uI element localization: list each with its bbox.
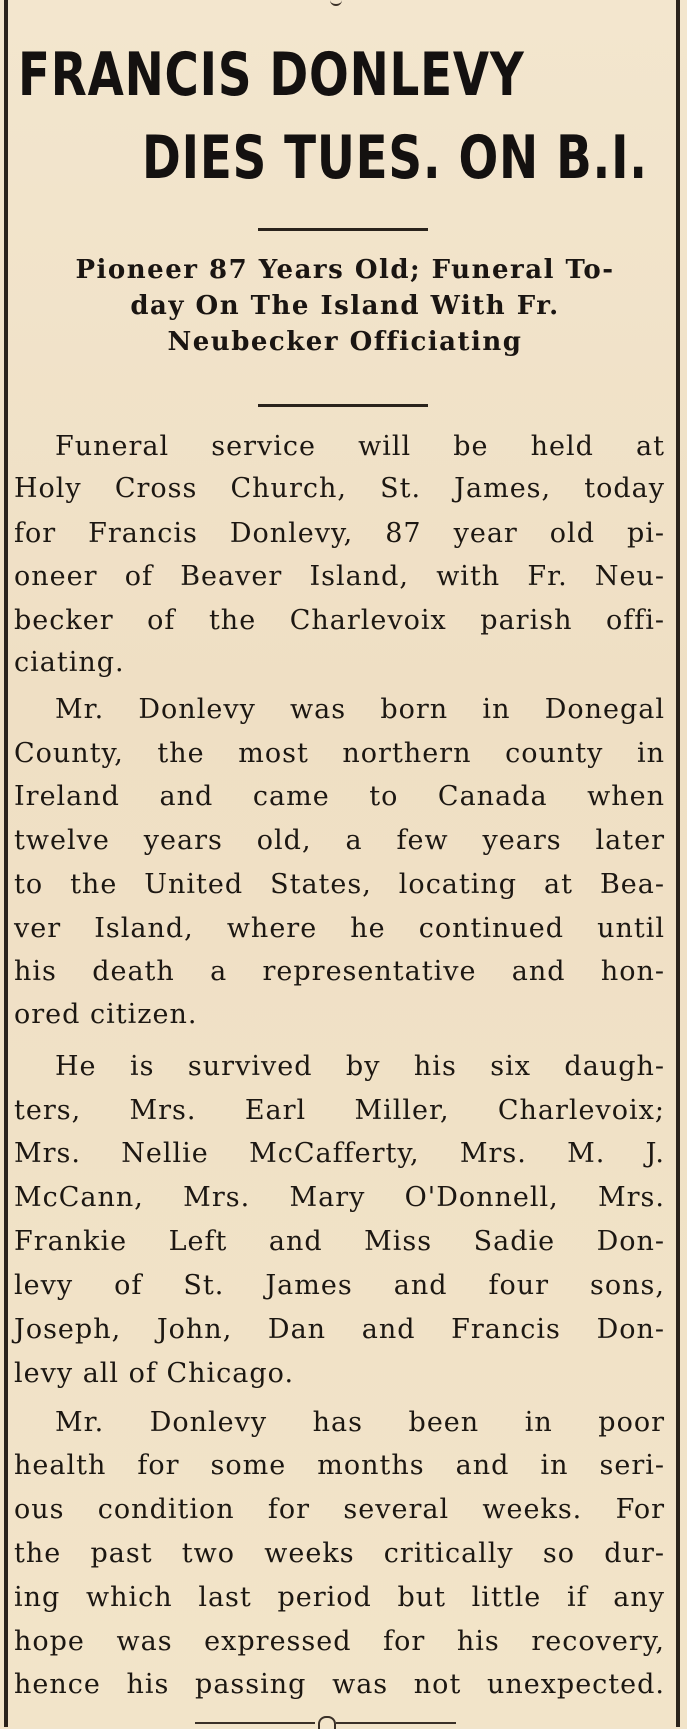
headline-line-1: FRANCIS DONLEVY [18, 40, 525, 110]
headline-divider [258, 228, 428, 231]
body-line: ciating. [14, 647, 125, 678]
body-line: ing which last period but little if any [14, 1582, 665, 1613]
bottom-divider-left [195, 1722, 315, 1724]
body-line: Mrs. Nellie McCafferty, Mrs. M. J. [14, 1138, 665, 1169]
body-line: his death a representative and hon- [14, 956, 665, 987]
body-line: for Francis Donlevy, 87 year old pi- [14, 518, 665, 549]
body-line: Mr. Donlevy was born in Donegal [55, 694, 665, 725]
body-line: He is survived by his six daugh- [55, 1051, 665, 1082]
subhead-divider [258, 404, 428, 407]
body-line: Holy Cross Church, St. James, today [14, 473, 665, 504]
body-line: levy of St. James and four sons, [14, 1270, 665, 1301]
body-line: twelve years old, a few years later [14, 825, 665, 856]
body-line: Funeral service will be held at [55, 431, 665, 462]
body-line: County, the most northern county in [14, 738, 665, 769]
body-line: hope was expressed for his recovery, [14, 1626, 665, 1657]
body-line: ters, Mrs. Earl Miller, Charlevoix; [14, 1095, 665, 1126]
body-line: to the United States, locating at Bea- [14, 869, 665, 900]
body-line: Frankie Left and Miss Sadie Don- [14, 1226, 665, 1257]
body-line: hence his passing was not unexpected. [14, 1669, 665, 1700]
body-line: the past two weeks critically so dur- [14, 1538, 665, 1569]
subheadline: Pioneer 87 Years Old; Funeral To- day On The Island With Fr. Neubecker Officiating [75, 255, 615, 357]
body-line: oneer of Beaver Island, with Fr. Neu- [14, 561, 665, 592]
body-line: becker of the Charlevoix parish offi- [14, 605, 665, 636]
body-line: ver Island, where he continued until [14, 913, 665, 944]
right-column-rule [676, 0, 680, 1727]
left-column-rule [4, 0, 8, 1727]
bottom-ornament [318, 1716, 336, 1729]
body-line: McCann, Mrs. Mary O'Donnell, Mrs. [14, 1182, 665, 1213]
top-ornament [330, 0, 342, 6]
body-line: Ireland and came to Canada when [14, 781, 665, 812]
body-line: health for some months and in seri- [14, 1450, 665, 1481]
headline-line-2: DIES TUES. ON B.I. [142, 123, 648, 193]
bottom-divider-right [336, 1722, 456, 1724]
body-line: ous condition for several weeks. For [14, 1494, 665, 1525]
body-line: Mr. Donlevy has been in poor [55, 1407, 665, 1438]
body-line: ored citizen. [14, 999, 198, 1030]
body-line: levy all of Chicago. [14, 1358, 295, 1389]
body-line: Joseph, John, Dan and Francis Don- [14, 1314, 665, 1345]
